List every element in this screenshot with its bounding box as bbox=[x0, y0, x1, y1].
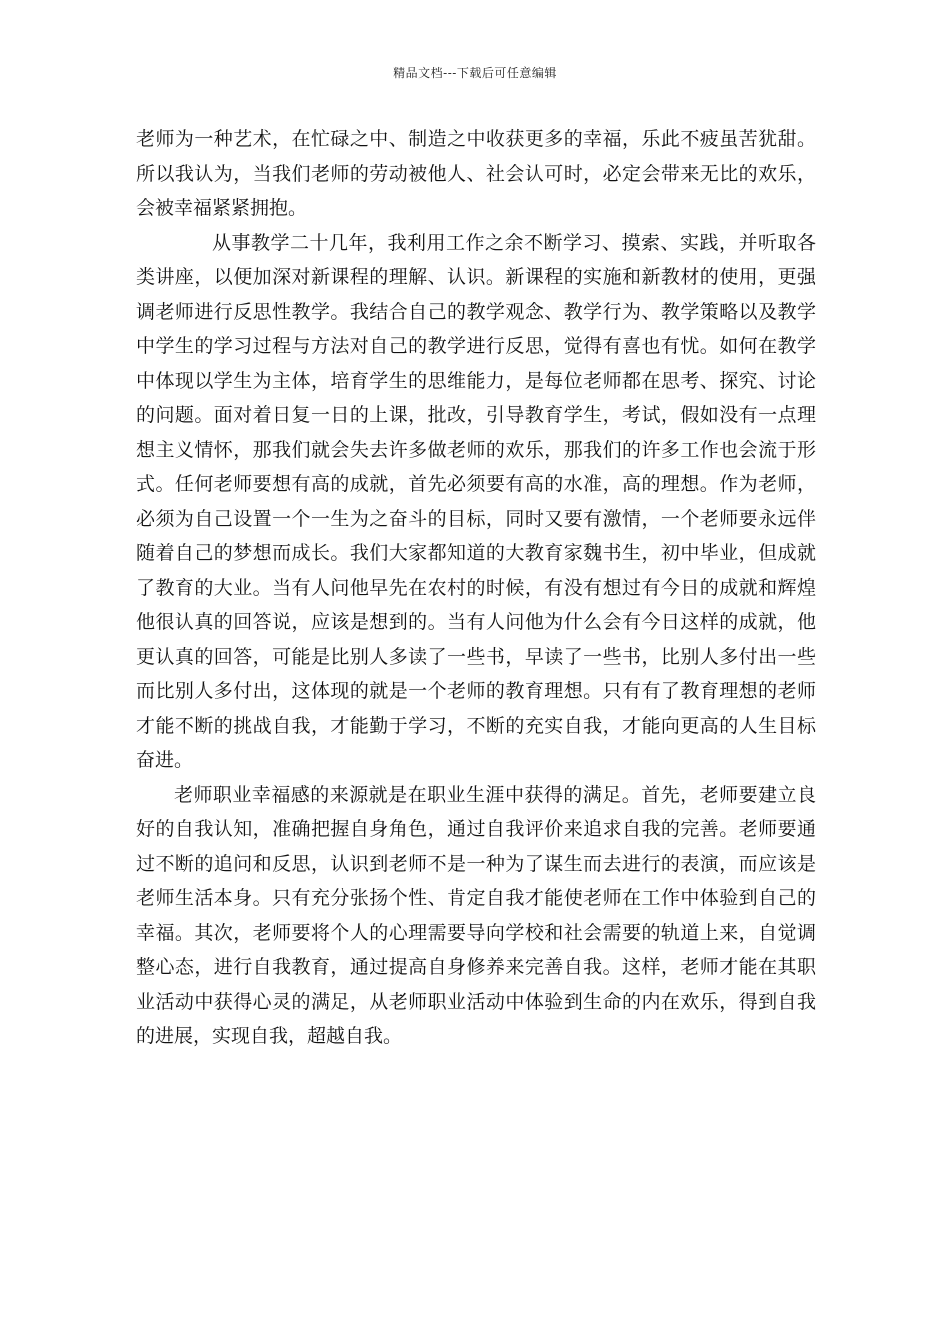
paragraph-2: 从事教学二十几年，我利用工作之余不断学习、摸索、实践，并听取各类讲座，以便加深对新课程的理解、认识。新课程的实施和新教材的使用，更强调老师进行反思性教学。我结合自己的教学观念、教学行为、教学策略以及教学中学生的学习过程与方法对自己的教学进行反思，觉得有喜也有忧。如何在教学中体现以学生为主体，培育学生的思维能力，是每位老师都在思考、探究、讨论的问题。面对着日复一日的上课，批改，引导教育学生，考试，假如没有一点理想主义情怀，那我们就会失去许多做老师的欢乐，那我们的许多工作也会流于形式。任何老师要想有高的成就，首先必须要有高的水准，高的理想。作为老师，必须为自己设置一个一生为之奋斗的目标，同时又要有激情，一个老师要永远伴随着自己的梦想而成长。我们大家都知道的大教育家魏书生，初中毕业，但成就了教育的大业。当有人问他早先在农村的时候，有没有想过有今日的成就和辉煌他很认真的回答说，应该是想到的。当有人问他为什么会有今日这样的成就，他更认真的回答，可能是比别人多读了一些书，早读了一些书，比别人多付出一些而比别人多付出，这体现的就是一个老师的教育理想。只有有了教育理想的老师才能不断的挑战自我，才能勤于学习，不断的充实自我，才能向更高的人生目标奋进。 bbox=[136, 231, 816, 771]
paragraph-3: 老师职业幸福感的来源就是在职业生涯中获得的满足。首先，老师要建立良好的自我认知，准确把握自身角色，通过自我评价来追求自我的完善。老师要通过不断的追问和反思，认识到老师不是一种为了谋生而去进行的表演，而应该是老师生活本身。只有充分张扬个性、肯定自我才能使老师在工作中体验到自己的幸福。其次，老师要将个人的心理需要导向学校和社会需要的轨道上来，自觉调整心态，进行自我教育，通过提高自身修养来完善自我。这样，老师才能在其职业活动中获得心灵的满足，从老师职业活动中体验到生命的内在欢乐，得到自我的进展，实现自我，超越自我。 bbox=[136, 783, 816, 1047]
page-header: 精品文档---下载后可任意编辑 bbox=[393, 66, 557, 80]
paragraph-1: 老师为一种艺术，在忙碌之中、制造之中收获更多的幸福，乐此不疲虽苦犹甜。所以我认为，当我们老师的劳动被他人、社会认可时，必定会带来无比的欢乐，会被幸福紧紧拥抱。 bbox=[136, 128, 816, 219]
document-body bbox=[136, 122, 816, 1054]
